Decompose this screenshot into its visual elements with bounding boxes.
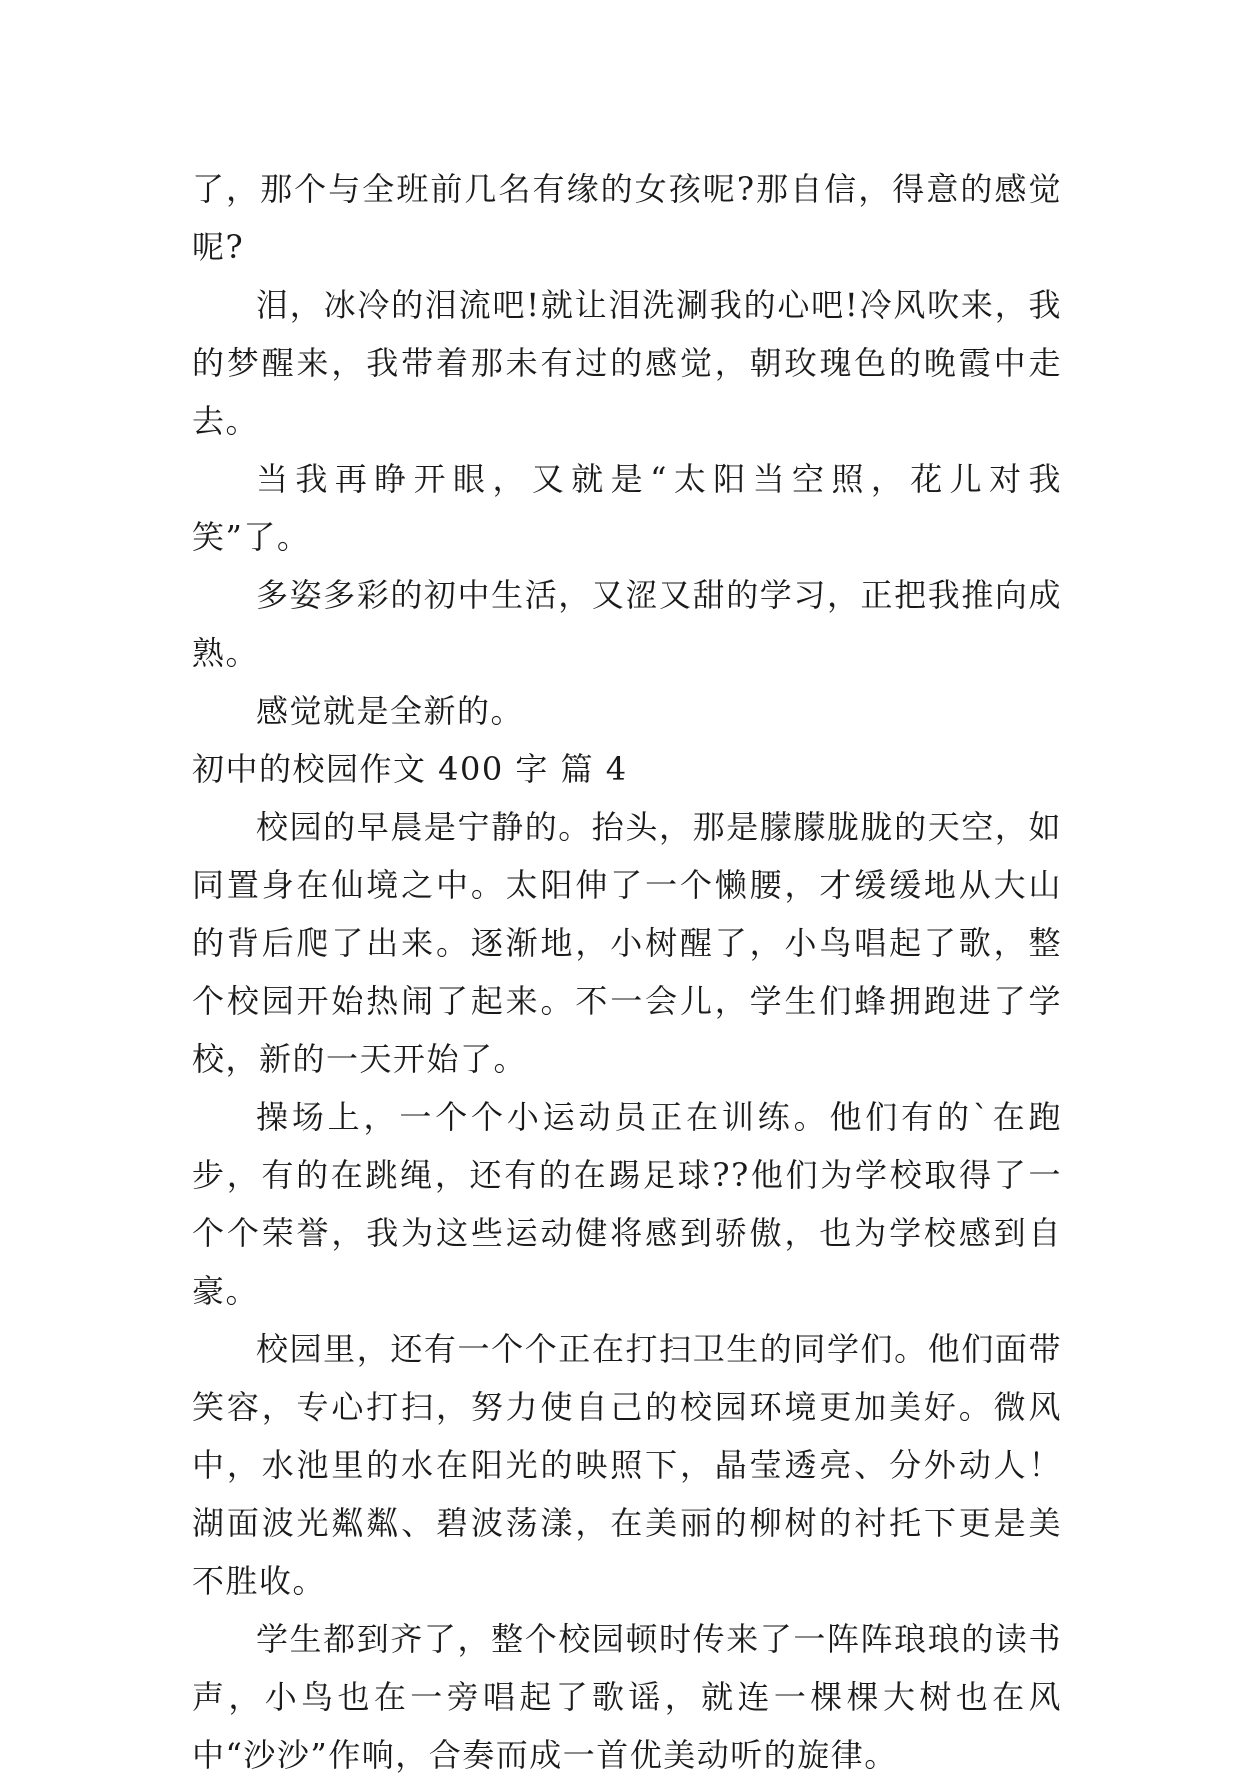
paragraph: 校园的早晨是宁静的。抬头，那是朦朦胧胧的天空，如同置身在仙境之中。太阳伸了一个懒腰，才缓缓地从大山的背后爬了出来。逐渐地，小树醒了，小鸟唱起了歌，整个校园开始热闹了起来。不一会儿，学生们蜂拥跑进了学校，新的一天开始了。 [192,808,1062,1078]
document-body [192,160,1062,1784]
paragraph: 校园里，还有一个个正在打扫卫生的同学们。他们面带笑容，专心打扫，努力使自己的校园环境更加美好。微风中，水池里的水在阳光的映照下，晶莹透亮、分外动人！湖面波光粼粼、碧波荡漾，在美丽的柳树的衬托下更是美不胜收。 [192,1330,1062,1600]
paragraph: 感觉就是全新的。 [256,692,525,730]
paragraph: 泪，冰冷的泪流吧!就让泪洗涮我的心吧!冷风吹来，我的梦醒来，我带着那未有过的感觉，朝玫瑰色的晚霞中走去。 [192,286,1062,440]
paragraph: 多姿多彩的初中生活，又涩又甜的学习，正把我推向成熟。 [192,576,1062,672]
paragraph: 操场上，一个个小运动员正在训练。他们有的`在跑步，有的在跳绳，还有的在踢足球??他们为学校取得了一个个荣誉，我为这些运动健将感到骄傲，也为学校感到自豪。 [192,1098,1062,1310]
paragraph: 学生都到齐了，整个校园顿时传来了一阵阵琅琅的读书声，小鸟也在一旁唱起了歌谣，就连一棵棵大树也在风中“沙沙”作响，合奏而成一首优美动听的旋律。 [192,1620,1062,1774]
section-heading: 初中的校园作文 400 字 篇 4 [192,750,628,788]
paragraph: 当我再睁开眼，又就是“太阳当空照，花儿对我笑”了。 [192,460,1062,556]
paragraph: 了，那个与全班前几名有缘的女孩呢?那自信，得意的感觉呢? [192,170,1062,266]
